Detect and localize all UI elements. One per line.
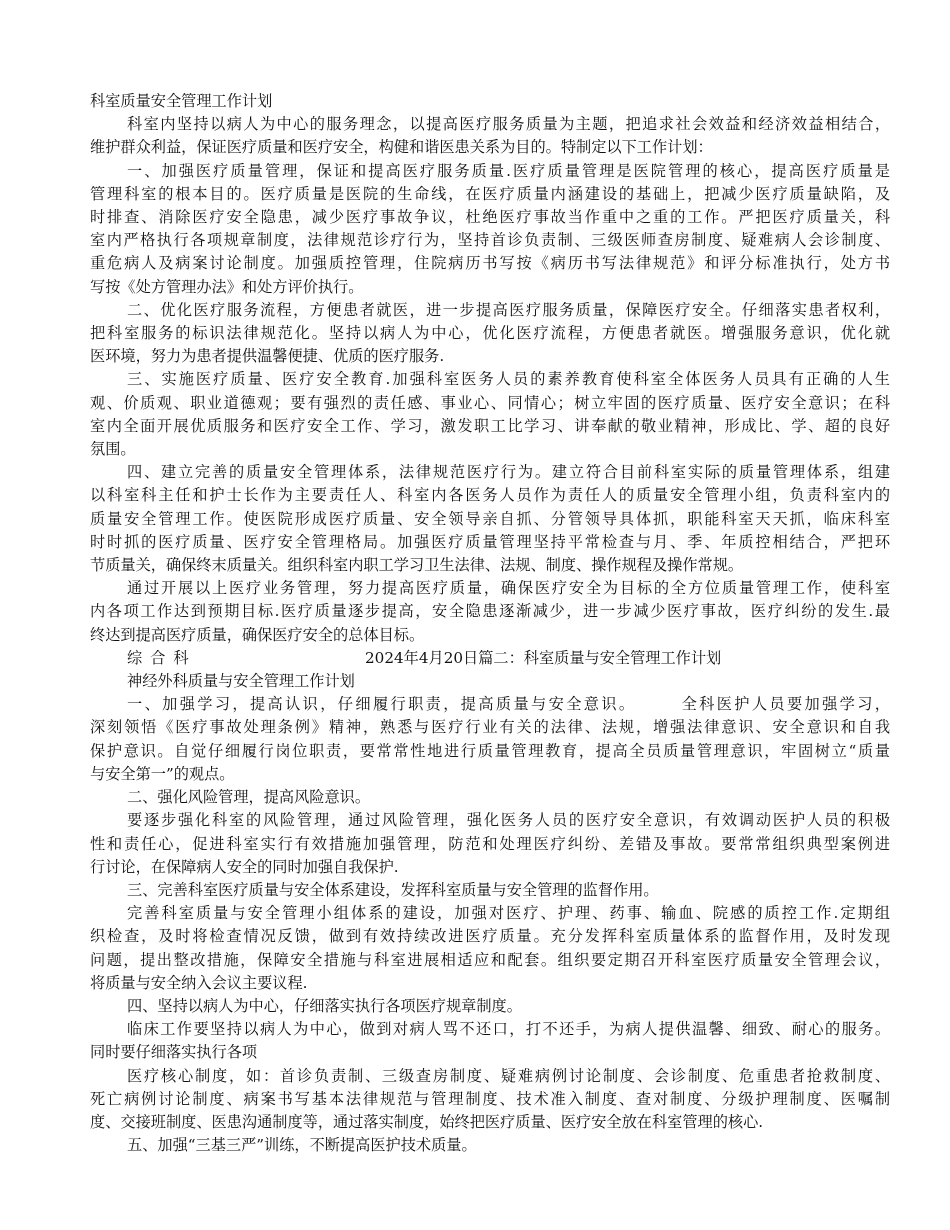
text-line: 医环境，努力为患者提供温馨便捷、优质的医疗服务. <box>90 347 445 366</box>
paragraph <box>90 461 890 577</box>
text-line: 重危病人及病案讨论制度。加强质控管理，住院病历书写按《病历书写法律规范》和评分标准执行，处方书 <box>90 254 890 273</box>
paragraph <box>90 786 890 809</box>
text-line: 二、强化风险管理，提高风险意识。 <box>127 788 370 807</box>
text-line: 织检查，及时将检查情况反馈，做到有效持续改进医疗质量。充分发挥科室质量体系的监督作用，及时发现 <box>90 927 890 946</box>
text-line: 内各项工作达到预期目标.医疗质量逐步提高，安全隐患逐渐减少，进一步减少医疗事故，医疗纠纷的发生.最 <box>90 602 890 621</box>
text-line: 以科室科主任和护士长作为主要责任人、科室内各医务人员作为责任人的质量安全管理小组，负责科室内的 <box>90 486 890 505</box>
text-line: 室内严格执行各项规章制度，法律规范诊疗行为，坚持首诊负责制、三级医师查房制度、疑难病人会诊制度、 <box>90 231 890 250</box>
text-line: 终达到提高医疗质量，确保医疗安全的总体目标。 <box>90 625 425 644</box>
paragraph <box>90 368 890 461</box>
signoff-row <box>90 647 890 670</box>
text-line: 时排查、消除医疗安全隐患，减少医疗事故争议，杜绝医疗事故当作重中之重的工作。严把医疗质量关，科 <box>90 208 890 227</box>
text-line: 把科室服务的标识法律规范化。坚持以病人为中心，优化医疗流程，方便患者就医。增强服务意识，优化就 <box>90 324 890 343</box>
text-line: 深刻领悟《医疗事故处理条例》精神，熟悉与医疗行业有关的法律、法规，增强法律意识、安全意识和自我 <box>90 718 890 737</box>
text-line: 完善科室质量与安全管理小组体系的建设，加强对医疗、护理、药事、输血、院感的质控工作.定期组 <box>127 904 890 923</box>
paragraph <box>90 670 890 693</box>
text-line: 节质量关，确保终末质量关。组织科室内职工学习卫生法律、法规、制度、操作规程及操作常规。 <box>90 556 744 575</box>
text-line: 五、加强“三基三严”训练，不断提高医护技术质量。 <box>127 1136 477 1155</box>
text-line: 性和责任心，促进科室实行有效措施加强管理，防范和处理医疗纠纷、差错及事故。要常常组织典型案例进 <box>90 834 890 853</box>
document-title: 科室质量安全管理工作计划 <box>90 92 273 110</box>
text-line: 观、价质观、职业道德观；要有强烈的责任感、事业心、同情心；树立牢固的医疗质量、医疗安全意识；在科 <box>90 393 890 412</box>
text-line: 临床工作要坚持以病人为中心，做到对病人骂不还口，打不还手，为病人提供温馨、细致、耐心的服务。 <box>127 1020 890 1039</box>
text-line: 同时要仔细落实执行各项 <box>90 1043 258 1062</box>
text-line: 行讨论，在保障病人安全的同时加强自我保护. <box>90 857 399 876</box>
paragraph <box>90 299 890 369</box>
text-line: 度、交接班制度、医患沟通制度等，通过落实制度，始终把医疗质量、医疗安全放在科室管理的核心. <box>90 1112 764 1131</box>
text-line: 维护群众利益，保证医疗质量和医疗安全，构健和谐医患关系为目的。特制定以下工作计划： <box>90 138 713 157</box>
paragraph <box>90 1018 890 1064</box>
text-line: 一、加强学习，提高认识，仔细履行职责，提高质量与安全意识。 全科医护人员要加强学习， <box>127 695 890 714</box>
paragraph <box>90 809 890 879</box>
signoff-unit: 综合科 <box>127 648 197 667</box>
text-line: 科室内坚持以病人为中心的服务理念，以提高医疗服务质量为主题，把追求社会效益和经济效益相结合， <box>127 115 890 134</box>
text-line: 通过开展以上医疗业务管理，努力提高医疗质量，确保医疗安全为目标的全方位质量管理工作，使科室 <box>127 579 890 598</box>
text-line: 管理科室的根本目的。医疗质量是医院的生命线，在医疗质量内涵建设的基础上，把减少医疗质量缺陷，及 <box>90 184 890 203</box>
text-line: 四、建立完善的质量安全管理体系，法律规范医疗行为。建立符合目前科室实际的质量管理体系，组建 <box>127 463 890 482</box>
text-line: 时时抓的医疗质量、医疗安全管理格局。加强医疗质量管理坚持平常检查与月、季、年质控相结合，严把环 <box>90 532 890 551</box>
paragraph <box>90 1134 890 1157</box>
text-line: 死亡病例讨论制度、病案书写基本法律规范与管理制度、技术准入制度、查对制度、分级护理制度、医嘱制 <box>90 1089 890 1108</box>
paragraph <box>90 902 890 995</box>
document-body-part1 <box>90 113 890 647</box>
text-line: 问题，提出整改措施，保障安全措施与科室进展相适应和配套。组织要定期召开科室医疗质量安全管理会议， <box>90 950 890 969</box>
text-line: 要逐步强化科室的风险管理，通过风险管理，强化医务人员的医疗安全意识，有效调动医护人员的积极 <box>127 811 890 830</box>
text-line: 保护意识。自觉仔细履行岗位职责，要常常性地进行质量管理教育，提高全员质量管理意识，牢固树立“质量 <box>90 741 890 760</box>
text-line: 写按《处方管理办法》和处方评价执行。 <box>90 277 364 296</box>
paragraph <box>90 879 890 902</box>
text-line: 室内全面开展优质服务和医疗安全工作、学习，激发职工比学习、讲奉献的敬业精神，形成比、学、超的良好 <box>90 416 890 435</box>
text-line: 医疗核心制度，如：首诊负责制、三级查房制度、疑难病例讨论制度、会诊制度、危重患者抢救制度、 <box>127 1066 890 1085</box>
document-body-part2 <box>90 670 890 1157</box>
text-line: 三、实施医疗质量、医疗安全教育.加强科室医务人员的素养教育使科室全体医务人员具有正确的人生 <box>127 370 890 389</box>
text-line: 将质量与安全纳入会议主要议程. <box>90 973 308 992</box>
text-line: 三、完善科室医疗质量与安全体系建设，发挥科室质量与安全管理的监督作用。 <box>127 880 659 899</box>
text-line: 与安全第一”的观点。 <box>90 764 235 783</box>
text-line: 氛围。 <box>90 440 136 459</box>
text-line: 质量安全管理工作。使医院形成医疗质量、安全领导亲自抓、分管领导具体抓，职能科室天天抓，临床科室 <box>90 509 890 528</box>
paragraph <box>90 577 890 647</box>
signoff-date: 2024年4月20日篇二：科室质量与安全管理工作计划 <box>365 648 722 667</box>
paragraph <box>90 160 890 299</box>
text-line: 一、加强医疗质量管理，保证和提高医疗服务质量.医疗质量管理是医院管理的核心，提高医疗质量是 <box>127 161 890 180</box>
text-line: 二、优化医疗服务流程，方便患者就医，进一步提高医疗服务质量，保障医疗安全。仔细落实患者权利， <box>127 300 890 319</box>
paragraph <box>90 1065 890 1135</box>
text-line: 四、坚持以病人为中心，仔细落实执行各项医疗规章制度。 <box>127 996 522 1015</box>
paragraph <box>90 113 890 159</box>
paragraph <box>90 693 890 786</box>
text-line: 神经外科质量与安全管理工作计划 <box>127 672 355 691</box>
paragraph <box>90 995 890 1018</box>
